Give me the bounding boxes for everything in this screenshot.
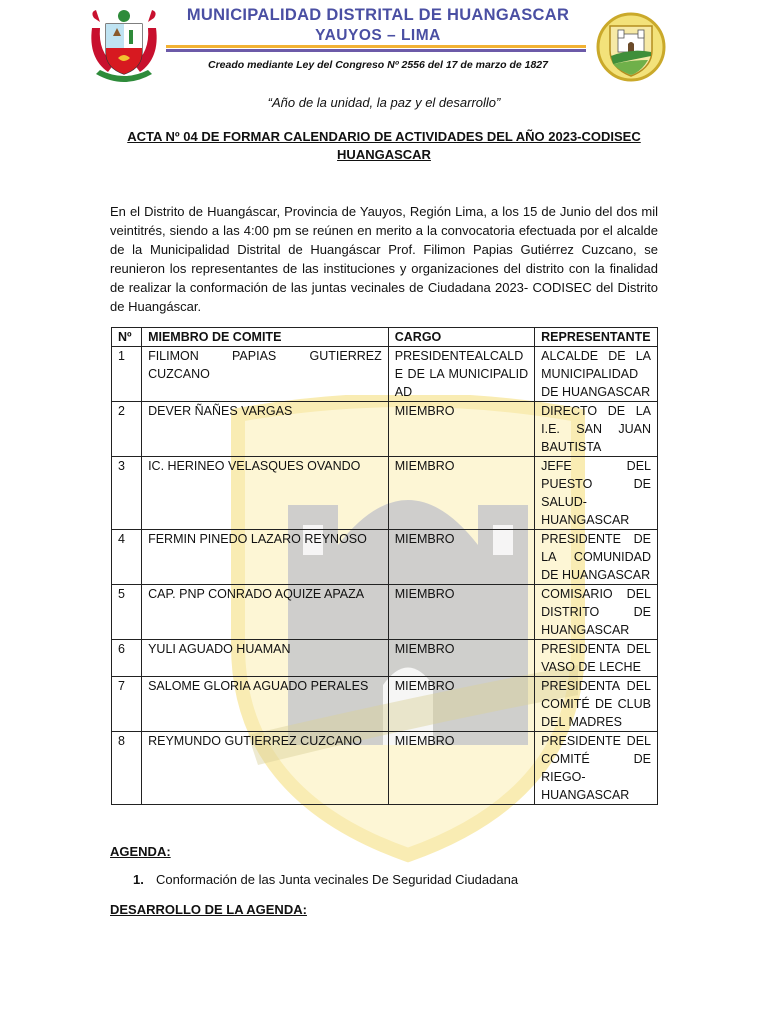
- member-role: MIEMBRO: [388, 530, 534, 585]
- row-number: 8: [112, 732, 142, 805]
- year-motto: “Año de la unidad, la paz y el desarrollo”: [267, 95, 501, 110]
- table-row: [112, 457, 658, 530]
- table-header-row: [112, 328, 658, 347]
- member-representative: COMISARIO DEL DISTRITO DE HUANGASCAR: [535, 585, 658, 640]
- row-number: 5: [112, 585, 142, 640]
- table-row: [112, 677, 658, 732]
- table-row: [112, 347, 658, 402]
- member-representative: JEFE DEL PUESTO DE SALUD-HUANGASCAR: [535, 457, 658, 530]
- municipality-title: MUNICIPALIDAD DISTRITAL DE HUANGASCAR: [186, 6, 570, 24]
- header-divider-orange: [166, 45, 586, 48]
- member-name: FERMIN PINEDO LAZARO REYNOSO: [142, 530, 389, 585]
- row-number: 7: [112, 677, 142, 732]
- member-role: MIEMBRO: [388, 457, 534, 530]
- creation-law-text: Creado mediante Ley del Congreso Nº 2556 del 17 de marzo de 1827: [208, 59, 548, 71]
- table-row: [112, 402, 658, 457]
- agenda-item-number: 1.: [133, 872, 144, 887]
- member-role: MIEMBRO: [388, 677, 534, 732]
- row-number: 4: [112, 530, 142, 585]
- header-divider-purple: [166, 49, 586, 52]
- intro-paragraph: En el Distrito de Huangáscar, Provincia de Yauyos, Región Lima, a los 15 de Junio del dos mil veintitrés, siendo a las 4:00 pm se reúnen en merito a la convocatoria efectuada por el alcalde de la Municipalidad Distrital de Huangáscar Prof. Filimon Papias Gutiérrez Cuzcano, se reunieron los representantes de las instituciones y organizaciones del distrito con la finalidad de realizar la conformación de las juntas vecinales de Ciudadana 2023- CODISEC del Distrito de Huangáscar.: [110, 204, 658, 314]
- agenda-heading: AGENDA:: [110, 844, 171, 859]
- row-number: 1: [112, 347, 142, 402]
- member-name: REYMUNDO GUTIERREZ CUZCANO: [142, 732, 389, 805]
- huangascar-shield-icon: [596, 12, 666, 82]
- member-role: MIEMBRO: [388, 640, 534, 677]
- member-role: MIEMBRO: [388, 732, 534, 805]
- member-representative: DIRECTO DE LA I.E. SAN JUAN BAUTISTA: [535, 402, 658, 457]
- member-name: IC. HERINEO VELASQUES OVANDO: [142, 457, 389, 530]
- member-representative: ALCALDE DE LA MUNICIPALIDAD DE HUANGASCAR: [535, 347, 658, 402]
- col-header-member: MIEMBRO DE COMITE: [142, 328, 389, 347]
- member-representative: PRESIDENTE DEL COMITÉ DE RIEGO-HUANGASCAR: [535, 732, 658, 805]
- row-number: 2: [112, 402, 142, 457]
- row-number: 3: [112, 457, 142, 530]
- col-header-number: Nº: [112, 328, 142, 347]
- agenda-development-heading: DESARROLLO DE LA AGENDA:: [110, 902, 307, 917]
- member-role: PRESIDENTEALCALDE DE LA MUNICIPALIDAD: [388, 347, 534, 402]
- member-name: SALOME GLORIA AGUADO PERALES: [142, 677, 389, 732]
- member-name: YULI AGUADO HUAMAN: [142, 640, 389, 677]
- document-title: ACTA Nº 04 DE FORMAR CALENDARIO DE ACTIVIDADES DEL AÑO 2023-CODISEC HUANGASCAR: [127, 129, 641, 162]
- col-header-role: CARGO: [388, 328, 534, 347]
- table-row: [112, 585, 658, 640]
- member-representative: PRESIDENTE DE LA COMUNIDAD DE HUANGASCAR: [535, 530, 658, 585]
- peru-coat-of-arms-icon: [88, 8, 160, 86]
- member-representative: PRESIDENTA DEL VASO DE LECHE: [535, 640, 658, 677]
- municipality-subtitle: YAUYOS – LIMA: [315, 27, 441, 44]
- col-header-representative: REPRESENTANTE: [535, 328, 658, 347]
- table-row: [112, 640, 658, 677]
- table-row: [112, 732, 658, 805]
- member-representative: PRESIDENTA DEL COMITÉ DE CLUB DEL MADRES: [535, 677, 658, 732]
- member-name: DEVER ÑAÑES VARGAS: [142, 402, 389, 457]
- member-role: MIEMBRO: [388, 585, 534, 640]
- committee-members-table: [111, 327, 658, 805]
- member-name: FILIMON PAPIAS GUTIERREZ CUZCANO: [142, 347, 389, 402]
- row-number: 6: [112, 640, 142, 677]
- agenda-item: [133, 872, 518, 887]
- agenda-item-text: Conformación de las Junta vecinales De Seguridad Ciudadana: [156, 872, 519, 887]
- member-name: CAP. PNP CONRADO AQUIZE APAZA: [142, 585, 389, 640]
- member-role: MIEMBRO: [388, 402, 534, 457]
- table-row: [112, 530, 658, 585]
